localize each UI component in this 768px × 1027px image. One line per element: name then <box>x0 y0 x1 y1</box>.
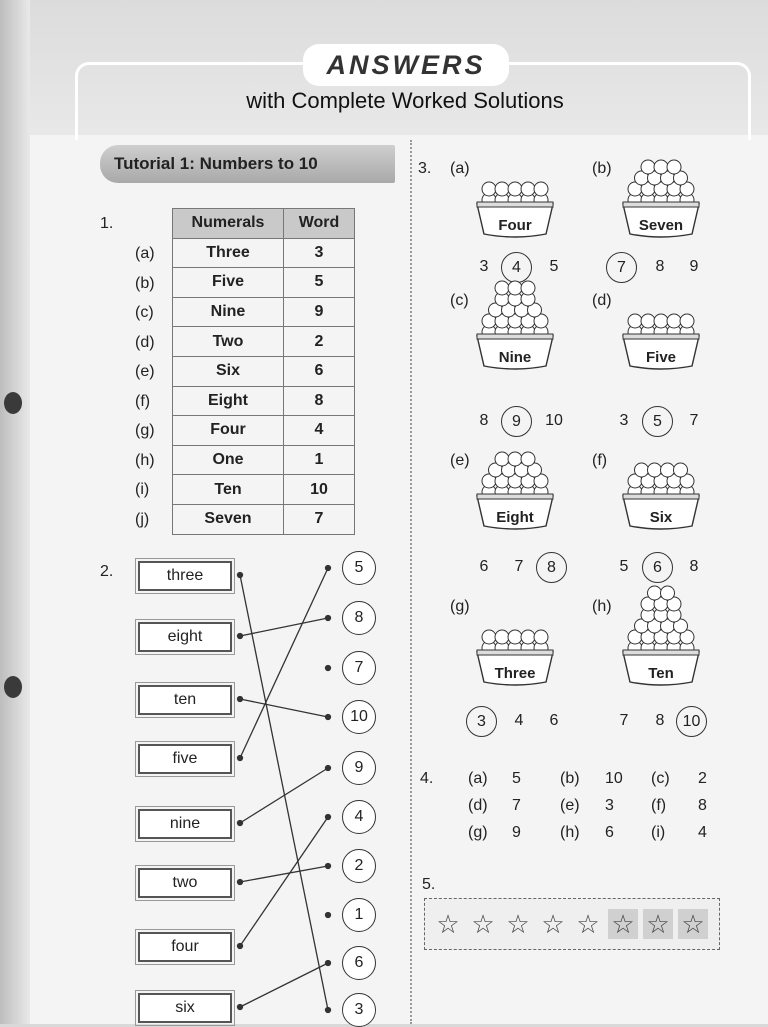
number-circle: 1 <box>342 898 376 932</box>
word-cell: 3 <box>284 238 355 268</box>
word-cell: 7 <box>284 504 355 534</box>
question-number: 5. <box>422 876 436 893</box>
table-row <box>173 445 355 475</box>
row-label: (e) <box>135 363 155 380</box>
item-label: (d) <box>592 292 612 309</box>
number-choice: 4 <box>514 712 524 729</box>
table-row <box>173 475 355 505</box>
number-choice: 8 <box>536 552 567 583</box>
word-box: two <box>138 868 232 898</box>
answer-label: (c) <box>651 770 670 787</box>
item-label: (b) <box>592 160 612 177</box>
number-choice: 9 <box>501 406 532 437</box>
tutorial-title: Tutorial 1: Numbers to 10 <box>114 154 318 173</box>
basket-label: Five <box>645 349 676 366</box>
table-row <box>173 356 355 386</box>
numeral-cell: Six <box>173 356 284 386</box>
number-choice: 7 <box>689 412 699 429</box>
star-icon: ☆ <box>608 909 638 939</box>
basket-label: Three <box>494 665 536 682</box>
star-icon: ☆ <box>541 909 565 939</box>
punch-hole <box>4 392 22 414</box>
numeral-cell: Three <box>173 238 284 268</box>
answer-value: 6 <box>605 824 614 841</box>
question-number: 1. <box>100 215 114 232</box>
numeral-cell: Five <box>173 268 284 298</box>
item-label: (e) <box>450 452 470 469</box>
page-title: ANSWERS <box>326 49 486 80</box>
number-circle: 8 <box>342 601 376 635</box>
row-label: (j) <box>135 510 150 528</box>
star-icon: ☆ <box>506 909 530 939</box>
question-number: 4. <box>420 770 434 787</box>
apple-basket <box>474 270 556 370</box>
number-choice: 4 <box>501 252 532 283</box>
word-cell: 8 <box>284 386 355 416</box>
apple-basket <box>620 574 702 686</box>
number-circle: 10 <box>342 700 376 734</box>
answer-label: (a) <box>468 770 488 787</box>
binding-spine <box>0 0 30 1024</box>
row-label: (b) <box>135 274 155 292</box>
apple-basket <box>474 174 556 238</box>
row-label: (i) <box>135 481 150 498</box>
answer-value: 9 <box>512 824 521 841</box>
number-choice: 9 <box>689 258 699 275</box>
answer-value: 4 <box>698 824 707 841</box>
number-choice: 8 <box>479 412 489 429</box>
number-choice: 10 <box>676 706 707 737</box>
apple-basket <box>620 454 702 530</box>
punch-hole <box>4 676 22 698</box>
item-label: (h) <box>592 598 612 615</box>
basket-label: Eight <box>496 509 534 526</box>
star-icon: ☆ <box>436 909 460 939</box>
word-box: three <box>138 561 232 591</box>
apple-basket <box>620 150 702 238</box>
table-row <box>173 238 355 268</box>
number-circle: 3 <box>342 993 376 1027</box>
word-box: ten <box>138 685 232 715</box>
number-choice: 6 <box>549 712 559 729</box>
answer-label: (g) <box>468 824 488 841</box>
number-choice: 7 <box>606 252 637 283</box>
number-choice: 5 <box>619 558 629 575</box>
word-box: eight <box>138 622 232 652</box>
item-label: (c) <box>450 292 469 309</box>
word-cell: 4 <box>284 416 355 446</box>
table-row <box>173 268 355 298</box>
word-box: five <box>138 744 232 774</box>
word-cell: 2 <box>284 327 355 357</box>
question-number: 3. <box>418 160 432 177</box>
title-pill <box>303 44 509 86</box>
star-icon: ☆ <box>576 909 600 939</box>
row-label: (g) <box>135 422 155 439</box>
apple-basket <box>620 306 702 370</box>
number-circle: 7 <box>342 651 376 685</box>
word-box: four <box>138 932 232 962</box>
table-row <box>173 327 355 357</box>
page-subtitle: with Complete Worked Solutions <box>246 88 564 113</box>
numeral-cell: Nine <box>173 297 284 327</box>
number-choice: 5 <box>642 406 673 437</box>
table-row <box>173 297 355 327</box>
numerals-table <box>172 208 355 535</box>
table-row <box>173 504 355 534</box>
table-header: Numerals <box>173 209 284 239</box>
number-choice: 7 <box>619 712 629 729</box>
table-header: Word <box>284 209 355 239</box>
number-circle: 2 <box>342 849 376 883</box>
basket-label: Six <box>649 509 673 526</box>
answer-label: (i) <box>651 824 666 841</box>
basket-label: Ten <box>648 665 674 682</box>
number-choice: 6 <box>642 552 673 583</box>
number-choice: 5 <box>549 258 559 275</box>
row-label: (h) <box>135 451 155 469</box>
number-choice: 8 <box>689 558 699 575</box>
answer-value: 7 <box>512 797 521 814</box>
answer-value: 5 <box>512 770 521 787</box>
answer-label: (d) <box>468 797 488 814</box>
word-cell: 10 <box>284 475 355 505</box>
star-icon: ☆ <box>471 909 495 939</box>
tutorial-banner <box>100 145 395 183</box>
word-cell: 1 <box>284 445 355 475</box>
answer-label: (b) <box>560 770 580 787</box>
word-cell: 5 <box>284 268 355 298</box>
number-circle: 5 <box>342 551 376 585</box>
item-label: (a) <box>450 160 470 177</box>
number-circle: 9 <box>342 751 376 785</box>
numeral-cell: Four <box>173 416 284 446</box>
number-choice: 3 <box>619 412 629 429</box>
answer-label: (h) <box>560 824 580 841</box>
basket-label: Four <box>498 217 532 234</box>
answer-value: 10 <box>605 770 623 787</box>
number-choice: 8 <box>655 712 665 729</box>
word-box: nine <box>138 809 232 839</box>
star-icon: ☆ <box>678 909 708 939</box>
row-label: (c) <box>135 304 154 321</box>
word-cell: 6 <box>284 356 355 386</box>
basket-label: Nine <box>498 349 532 366</box>
number-choice: 3 <box>466 706 497 737</box>
answer-value: 2 <box>698 770 707 787</box>
table-row <box>173 386 355 416</box>
row-label: (f) <box>135 392 151 410</box>
number-choice: 3 <box>479 258 489 275</box>
numeral-cell: Two <box>173 327 284 357</box>
column-divider <box>410 140 412 1024</box>
basket-label: Seven <box>638 217 684 234</box>
numeral-cell: Ten <box>173 475 284 505</box>
question-number: 2. <box>100 563 114 580</box>
word-box: six <box>138 993 232 1023</box>
number-circle: 6 <box>342 946 376 980</box>
numeral-cell: Seven <box>173 504 284 534</box>
number-choice: 7 <box>514 558 524 575</box>
number-choice: 10 <box>545 412 563 429</box>
item-label: (g) <box>450 598 470 615</box>
answer-value: 8 <box>698 797 707 814</box>
table-row <box>173 416 355 446</box>
word-cell: 9 <box>284 297 355 327</box>
answer-label: (f) <box>651 797 667 814</box>
number-choice: 6 <box>479 558 489 575</box>
number-circle: 4 <box>342 800 376 834</box>
apple-basket <box>474 442 556 530</box>
star-icon: ☆ <box>643 909 673 939</box>
apple-basket <box>474 622 556 686</box>
numeral-cell: One <box>173 445 284 475</box>
number-choice: 8 <box>655 258 665 275</box>
answer-value: 3 <box>605 797 614 814</box>
numeral-cell: Eight <box>173 386 284 416</box>
answer-label: (e) <box>560 797 580 814</box>
row-label: (d) <box>135 333 155 351</box>
item-label: (f) <box>592 452 608 469</box>
row-label: (a) <box>135 245 155 262</box>
star-box <box>424 898 720 950</box>
